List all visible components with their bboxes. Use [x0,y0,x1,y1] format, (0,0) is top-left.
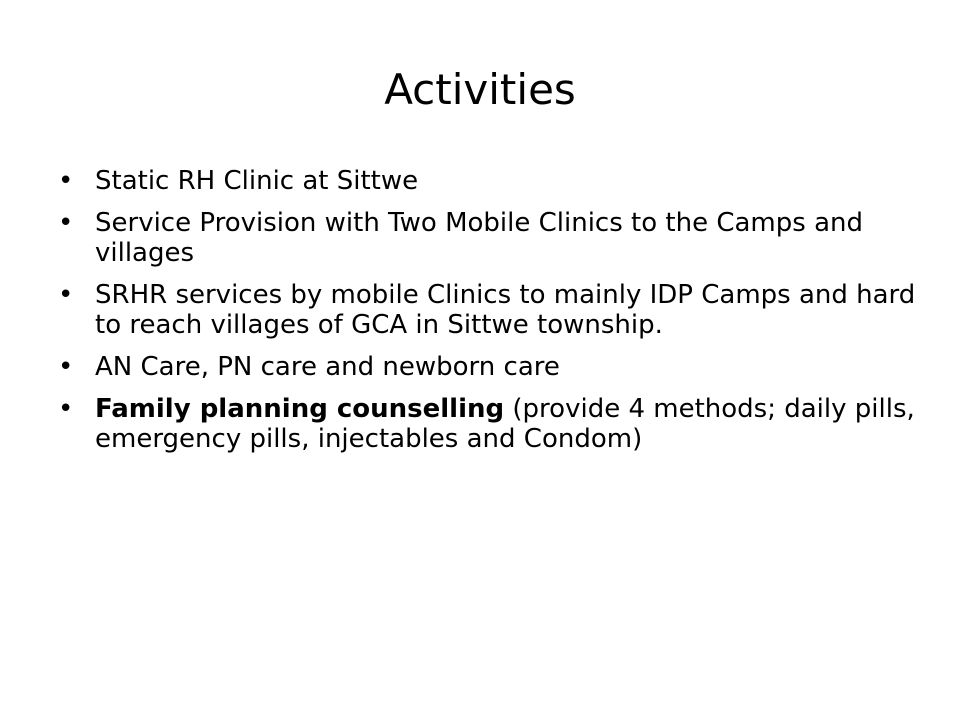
bullet-text: (provide 4 methods; daily pills, emergency pills, injectables and Condom) [95,394,915,454]
bullet-bold-text: Family planning counselling [95,394,505,424]
bullet-icon: • [58,208,74,238]
bullet-text: Static RH Clinic at Sittwe [95,166,419,196]
bullet-text: AN Care, PN care and newborn care [95,352,560,382]
bullet-item-static-clinic [58,166,928,196]
bullet-item-srhr-services [58,280,928,340]
bullet-icon: • [58,280,74,310]
bullet-icon: • [58,394,74,424]
bullet-icon: • [58,352,74,382]
bullet-icon: • [58,166,74,196]
slide-title: Activities [384,65,576,114]
bullet-item-mobile-clinics [58,208,928,268]
bullet-text: SRHR services by mobile Clinics to mainly IDP Camps and hard to reach villages of GCA in Sittwe township. [95,280,916,340]
bullet-text: Service Provision with Two Mobile Clinics to the Camps and villages [95,208,863,268]
bullet-list [58,166,928,466]
bullet-item-family-planning [58,394,928,454]
bullet-item-an-pn-care [58,352,928,382]
